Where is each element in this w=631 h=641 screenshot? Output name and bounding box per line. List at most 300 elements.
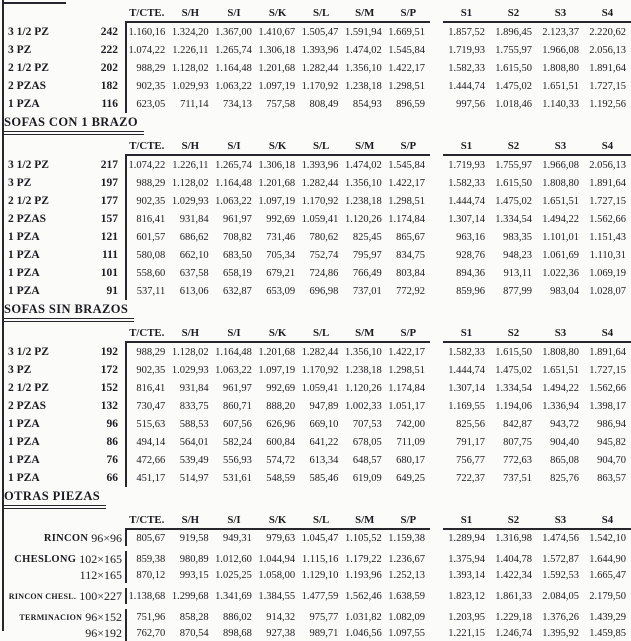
row-quantity: 177 (100, 195, 118, 207)
price-cell: 772,92 (396, 285, 425, 297)
row-label-area (0, 626, 125, 641)
row-label-area (0, 346, 125, 358)
piece-size: 96×152 (85, 609, 122, 624)
price-cell: 751,96 (136, 611, 166, 623)
price-cell: 711,14 (180, 98, 209, 110)
price-cell: 902,35 (136, 195, 166, 207)
price-group-s (443, 530, 631, 546)
price-cell: 1.192,56 (589, 98, 626, 110)
row-label-area (0, 159, 125, 171)
price-cell: 1.194,06 (495, 400, 532, 412)
price-cell: 1.282,44 (301, 346, 339, 358)
table-row (0, 609, 631, 625)
price-cell: 1.475,02 (495, 364, 532, 376)
price-cell: 816,41 (136, 382, 166, 394)
row-quantity: 91 (106, 285, 118, 297)
price-cell: 1.164,48 (215, 177, 252, 189)
column-header: S/M (355, 514, 375, 526)
piece-size: 112×165 (79, 567, 122, 582)
price-group-s (443, 282, 631, 300)
price-group-s (443, 264, 631, 282)
price-group-standard (125, 588, 430, 604)
row-label: 2 PZAS (8, 80, 47, 92)
price-cell: 1.592,53 (542, 569, 579, 581)
price-cell: 948,23 (503, 249, 532, 261)
row-label-area (0, 177, 125, 189)
price-group-s (443, 567, 631, 583)
column-header: S/P (400, 514, 417, 526)
section-title: SOFAS SIN BRAZOS (2, 302, 134, 322)
row-quantity: 192 (100, 346, 118, 358)
column-group-gap (430, 77, 443, 95)
row-label-area (0, 436, 125, 448)
price-cell: 1.045,47 (301, 532, 339, 544)
price-cell: 662,10 (179, 249, 209, 261)
price-cell: 1.120,26 (344, 382, 382, 394)
price-cell: 980,89 (179, 553, 209, 565)
price-cell: 1.226,11 (172, 44, 209, 56)
price-cell: 1.474,02 (344, 159, 382, 171)
column-group-gap (430, 625, 443, 641)
table-row (0, 264, 631, 282)
price-cell: 1.029,93 (171, 364, 209, 376)
price-cell: 1.808,80 (542, 62, 579, 74)
price-cell: 988,29 (136, 346, 166, 358)
column-group-gap (430, 3, 443, 23)
price-cell: 658,19 (222, 267, 252, 279)
column-header: S/I (227, 140, 241, 152)
price-cell: 1.229,18 (495, 611, 532, 623)
price-cell: 1.474,02 (344, 44, 382, 56)
price-group-s (443, 433, 631, 451)
price-cell: 913,11 (503, 267, 532, 279)
header-group-standard (125, 510, 430, 530)
price-group-standard (125, 415, 430, 433)
price-cell: 1.201,68 (258, 346, 296, 358)
table-row (0, 469, 631, 487)
price-cell: 1.422,17 (388, 177, 425, 189)
price-cell: 722,37 (456, 472, 485, 484)
column-group-gap (430, 567, 443, 583)
price-cell: 600,84 (266, 436, 296, 448)
price-cell: 1.474,56 (542, 532, 579, 544)
price-cell: 1.101,01 (542, 231, 579, 243)
price-cell: 737,01 (352, 285, 382, 297)
price-cell: 648,57 (352, 454, 382, 466)
price-group-s (443, 397, 631, 415)
row-label: 2 PZAS (8, 213, 47, 225)
price-group-s (443, 588, 631, 604)
table-row (0, 246, 631, 264)
piece-size: 102×165 (79, 551, 122, 566)
price-cell: 1.170,92 (301, 195, 339, 207)
price-cell: 919,58 (179, 532, 209, 544)
price-cell: 679,21 (266, 267, 296, 279)
column-header: S/L (312, 140, 330, 152)
piece-name: TERMINACION (19, 612, 83, 622)
price-group-s (443, 625, 631, 641)
price-group-s (443, 41, 631, 59)
price-cell: 1.615,50 (495, 177, 532, 189)
price-group-s (443, 246, 631, 264)
price-cell: 1.160,16 (128, 26, 166, 38)
row-quantity: 202 (100, 62, 118, 74)
price-group-s (443, 95, 631, 113)
table-row (0, 530, 631, 546)
price-cell: 1.265,74 (215, 44, 252, 56)
price-cell: 1.861,33 (495, 590, 532, 602)
row-quantity: 121 (100, 231, 118, 243)
header-group-standard (125, 3, 430, 23)
price-group-standard (125, 174, 430, 192)
price-cell: 1.410,67 (258, 26, 296, 38)
price-cell: 766,49 (352, 267, 382, 279)
price-cell: 888,20 (266, 400, 296, 412)
price-cell: 961,97 (222, 382, 252, 394)
row-label-area (0, 80, 125, 92)
price-cell: 1.562,66 (589, 382, 626, 394)
table-row (0, 228, 631, 246)
price-group-s (443, 77, 631, 95)
price-cell: 2.179,50 (589, 590, 626, 602)
table-row (0, 77, 631, 95)
price-cell: 805,67 (136, 532, 166, 544)
price-cell: 1.120,26 (344, 213, 382, 225)
row-label-area (0, 364, 125, 376)
column-header: S/K (268, 514, 287, 526)
price-cell: 988,29 (136, 62, 166, 74)
column-header: S4 (601, 514, 614, 526)
price-cell: 1.665,47 (589, 569, 626, 581)
price-cell: 1.074,22 (128, 159, 166, 171)
table-row (0, 551, 631, 567)
column-group-gap (430, 510, 443, 530)
row-label-area (0, 285, 125, 297)
section-title: SOFAS CON 1 BRAZO (2, 115, 144, 135)
price-cell: 1.252,13 (388, 569, 425, 581)
price-cell: 669,10 (309, 418, 339, 430)
column-group-gap (430, 23, 443, 41)
price-cell: 649,25 (396, 472, 425, 484)
price-cell: 858,28 (179, 611, 209, 623)
column-group-gap (430, 451, 443, 469)
column-group-gap (430, 282, 443, 300)
price-group-s (443, 228, 631, 246)
price-cell: 1.265,74 (215, 159, 252, 171)
price-cell: 986,94 (597, 418, 626, 430)
price-cell: 886,02 (222, 611, 252, 623)
row-label-area (0, 589, 125, 604)
price-cell: 678,05 (352, 436, 382, 448)
piece-size: 96×96 (91, 530, 122, 545)
price-cell: 1.545,84 (388, 44, 425, 56)
price-cell: 825,45 (352, 231, 382, 243)
price-cell: 1.012,60 (215, 553, 252, 565)
piece-name: RINCON CHESL. (8, 591, 77, 601)
price-group-standard (125, 451, 430, 469)
price-cell: 707,53 (352, 418, 382, 430)
price-cell: 1.808,80 (542, 346, 579, 358)
price-group-standard (125, 379, 430, 397)
price-cell: 641,22 (309, 436, 339, 448)
column-header: S3 (554, 327, 567, 339)
price-cell: 1.341,69 (215, 590, 252, 602)
price-cell: 1.494,22 (542, 382, 579, 394)
price-group-standard (125, 264, 430, 282)
piece-name: RINCON (43, 532, 89, 544)
price-cell: 637,58 (179, 267, 209, 279)
row-label-area (0, 62, 125, 74)
price-cell: 834,75 (396, 249, 425, 261)
price-cell: 1.138,68 (128, 590, 166, 602)
price-cell: 1.128,02 (171, 346, 209, 358)
price-cell: 1.966,08 (542, 44, 579, 56)
price-group-standard (125, 41, 430, 59)
row-label: 3 1/2 PZ (8, 346, 49, 358)
header-label-spacer (0, 136, 125, 156)
price-cell: 894,36 (456, 267, 485, 279)
price-cell: 1.018,46 (495, 98, 532, 110)
price-cell: 2.056,13 (589, 44, 626, 56)
header-label-spacer (0, 323, 125, 343)
price-cell: 1.393,96 (301, 159, 339, 171)
price-cell: 772,63 (503, 454, 532, 466)
table-row (0, 588, 631, 604)
price-cell: 1.896,45 (495, 26, 532, 38)
column-header: S/H (181, 327, 200, 339)
price-cell: 1.169,55 (448, 400, 485, 412)
price-cell: 1.029,93 (171, 195, 209, 207)
price-cell: 1.046,56 (344, 627, 382, 639)
price-cell: 931,84 (179, 213, 209, 225)
price-cell: 1.727,15 (589, 364, 626, 376)
column-header: S/L (312, 7, 330, 19)
row-label-area (0, 454, 125, 466)
price-cell: 896,59 (396, 98, 425, 110)
price-cell: 757,58 (266, 98, 296, 110)
piece-name: CHESLONG (14, 553, 77, 565)
price-cell: 988,29 (136, 177, 166, 189)
price-cell: 870,54 (179, 627, 209, 639)
price-cell: 1.159,38 (388, 532, 425, 544)
price-cell: 1.393,96 (301, 44, 339, 56)
price-cell: 902,35 (136, 364, 166, 376)
row-label-area (0, 610, 125, 625)
price-cell: 1.651,51 (542, 364, 579, 376)
price-cell: 1.028,07 (589, 285, 626, 297)
price-cell: 539,49 (179, 454, 209, 466)
price-cell: 730,47 (136, 400, 166, 412)
price-cell: 791,17 (456, 436, 485, 448)
price-cell: 494,14 (136, 436, 166, 448)
row-label: 1 PZA (8, 98, 40, 110)
table-row (0, 192, 631, 210)
column-header: S1 (460, 327, 473, 339)
price-group-standard (125, 95, 430, 113)
price-cell: 1.298,51 (388, 195, 425, 207)
price-cell: 904,70 (597, 454, 626, 466)
price-cell: 696,98 (309, 285, 339, 297)
price-cell: 1.644,90 (589, 553, 626, 565)
price-cell: 1.755,97 (495, 44, 532, 56)
price-cell: 1.494,22 (542, 213, 579, 225)
row-label: 3 PZ (8, 364, 32, 376)
column-group-gap (430, 41, 443, 59)
price-cell: 1.282,44 (301, 62, 339, 74)
row-label-area (0, 213, 125, 225)
column-group-gap (430, 246, 443, 264)
column-header: S/P (400, 7, 417, 19)
section-sofas-con-1-brazo (0, 113, 631, 300)
price-cell: 1.164,48 (215, 346, 252, 358)
price-cell: 1.823,12 (448, 590, 485, 602)
price-cell: 914,32 (266, 611, 296, 623)
price-group-standard (125, 343, 430, 361)
column-header: S2 (507, 140, 520, 152)
row-label: 1 PZA (8, 436, 40, 448)
row-label-area (0, 400, 125, 412)
price-cell: 1.444,74 (448, 195, 485, 207)
price-cell: 1.002,33 (344, 400, 382, 412)
price-cell: 1.164,48 (215, 62, 252, 74)
row-label-area (0, 44, 125, 56)
price-cell: 1.306,18 (258, 44, 296, 56)
price-cell: 1.246,74 (495, 627, 532, 639)
column-group-gap (430, 343, 443, 361)
price-group-s (443, 415, 631, 433)
row-label: 1 PZA (8, 267, 40, 279)
price-cell: 1.384,55 (258, 590, 296, 602)
row-label: 2 1/2 PZ (8, 62, 49, 74)
price-cell: 1.097,55 (388, 627, 425, 639)
price-cell: 1.324,20 (171, 26, 209, 38)
price-cell: 1.376,26 (542, 611, 579, 623)
price-cell: 1.129,10 (301, 569, 339, 581)
price-cell: 564,01 (179, 436, 209, 448)
price-cell: 1.615,50 (495, 346, 532, 358)
price-group-standard (125, 361, 430, 379)
price-cell: 1.238,18 (344, 80, 382, 92)
table-row (0, 156, 631, 174)
row-label: 1 PZA (8, 472, 40, 484)
price-cell: 1.582,33 (448, 346, 485, 358)
price-cell: 1.097,19 (258, 80, 296, 92)
price-group-standard (125, 469, 430, 487)
row-quantity: 152 (100, 382, 118, 394)
price-cell: 1.422,17 (388, 62, 425, 74)
table-row (0, 95, 631, 113)
price-cell: 1.051,17 (388, 400, 425, 412)
price-cell: 963,16 (456, 231, 485, 243)
price-cell: 863,57 (597, 472, 626, 484)
column-header: S/I (227, 327, 241, 339)
price-group-s (443, 192, 631, 210)
price-cell: 451,17 (136, 472, 166, 484)
price-cell: 1.097,19 (258, 195, 296, 207)
row-quantity: 217 (100, 159, 118, 171)
price-cell: 1.727,15 (589, 80, 626, 92)
row-label-area (0, 26, 125, 38)
table-row (0, 625, 631, 641)
price-cell: 1.069,19 (589, 267, 626, 279)
price-cell: 724,86 (309, 267, 339, 279)
price-cell: 1.238,18 (344, 364, 382, 376)
price-cell: 1.128,02 (171, 177, 209, 189)
column-group-gap (430, 156, 443, 174)
price-cell: 1.545,84 (388, 159, 425, 171)
price-group-standard (125, 282, 430, 300)
row-quantity: 66 (106, 472, 118, 484)
price-cell: 931,84 (179, 382, 209, 394)
price-cell: 1.170,92 (301, 80, 339, 92)
price-cell: 859,96 (456, 285, 485, 297)
column-header: S/K (268, 327, 287, 339)
column-header: S/P (400, 327, 417, 339)
price-cell: 574,72 (266, 454, 296, 466)
price-cell: 898,68 (222, 627, 252, 639)
price-cell: 1.755,97 (495, 159, 532, 171)
price-group-s (443, 343, 631, 361)
column-group-gap (430, 323, 443, 343)
column-group-gap (430, 415, 443, 433)
row-label-area (0, 98, 125, 110)
price-cell: 686,62 (179, 231, 209, 243)
table-row (0, 343, 631, 361)
column-header: T/CTE. (129, 7, 165, 19)
price-cell: 1.179,22 (344, 553, 382, 565)
price-cell: 613,34 (309, 454, 339, 466)
table-row (0, 23, 631, 41)
price-cell: 734,13 (222, 98, 252, 110)
price-group-standard (125, 609, 430, 625)
column-header: S/L (312, 327, 330, 339)
price-group-s (443, 23, 631, 41)
price-cell: 1.669,51 (388, 26, 425, 38)
column-group-gap (430, 192, 443, 210)
price-cell: 860,71 (222, 400, 252, 412)
table-row (0, 567, 631, 583)
price-cell: 1.477,59 (301, 590, 339, 602)
column-header: S3 (554, 514, 567, 526)
price-cell: 947,89 (309, 400, 339, 412)
price-cell: 1.591,94 (344, 26, 382, 38)
column-group-gap (430, 95, 443, 113)
price-cell: 2.056,13 (589, 159, 626, 171)
price-group-s (443, 451, 631, 469)
piece-size: 96×192 (85, 625, 122, 640)
price-group-s (443, 609, 631, 625)
price-cell: 1.615,50 (495, 62, 532, 74)
price-cell: 1.058,00 (258, 569, 296, 581)
price-cell: 1.651,51 (542, 80, 579, 92)
table-row (0, 397, 631, 415)
row-quantity: 96 (106, 418, 118, 430)
column-group-gap (430, 228, 443, 246)
row-quantity: 86 (106, 436, 118, 448)
column-group-gap (430, 609, 443, 625)
header-label-spacer (0, 3, 125, 23)
price-cell: 1.356,10 (344, 177, 382, 189)
price-group-s (443, 174, 631, 192)
price-cell: 1.059,41 (301, 213, 339, 225)
price-cell: 619,09 (352, 472, 382, 484)
price-cell: 1.562,46 (344, 590, 382, 602)
column-header: S/M (355, 140, 375, 152)
header-group-standard (125, 136, 430, 156)
price-cell: 653,09 (266, 285, 296, 297)
price-cell: 928,76 (456, 249, 485, 261)
column-group-gap (430, 361, 443, 379)
